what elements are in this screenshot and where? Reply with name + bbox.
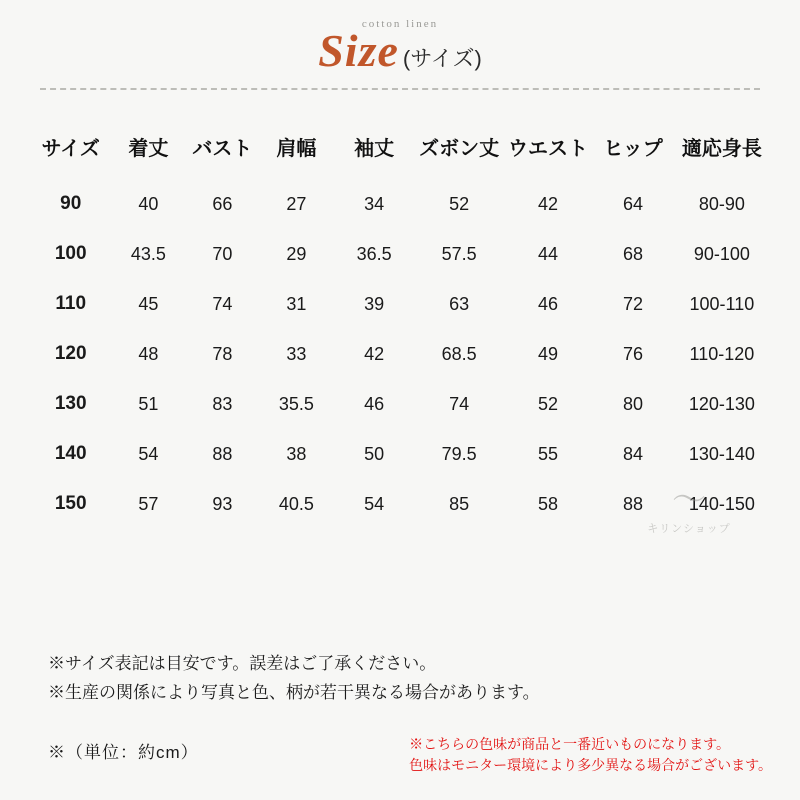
cell-value: 68.5 (441, 343, 477, 364)
notes (48, 650, 540, 708)
cell-value: 35.5 (278, 393, 314, 414)
table-row (30, 179, 770, 229)
column-header: 適応身長 (681, 138, 762, 160)
cell-size: 100 (54, 243, 87, 264)
cell-value: 85 (449, 493, 470, 514)
cell-value: 44 (537, 243, 558, 264)
cell-value: 110-120 (689, 343, 755, 364)
column-header: ウエスト (507, 138, 588, 160)
table-header-row (30, 126, 770, 179)
column-header: 袖丈 (354, 138, 395, 160)
cell-value: 72 (623, 293, 644, 314)
cell-value: 40 (138, 193, 159, 214)
cell-value: 36.5 (356, 243, 392, 264)
cell-value: 45 (138, 293, 159, 314)
cell-value: 64 (623, 193, 644, 214)
table-row (30, 229, 770, 279)
cell-value: 74 (212, 293, 233, 314)
table-row (30, 429, 770, 479)
color-disclaimer-line-1: ※こちらの色味が商品と一番近いものになります。 (409, 736, 730, 752)
page-title (0, 25, 800, 76)
cell-value: 78 (212, 343, 233, 364)
cell-size: 110 (55, 293, 87, 314)
cell-value: 57 (138, 493, 159, 514)
cell-value: 51 (138, 393, 159, 414)
table-row (30, 479, 770, 529)
note-line-1: ※サイズ表記は目安です。誤差はご了承ください。 (48, 654, 437, 673)
cell-size: 140 (54, 443, 87, 464)
cell-value: 29 (286, 243, 307, 264)
cell-value: 55 (537, 443, 558, 464)
header-divider (40, 88, 760, 90)
size-table (30, 126, 770, 529)
cell-value: 76 (623, 343, 644, 364)
cell-size: 130 (54, 393, 87, 414)
cell-value: 80 (623, 393, 644, 414)
cell-value: 84 (623, 443, 644, 464)
cell-value: 90-100 (693, 243, 750, 264)
note-line-2: ※生産の関係により写真と色、柄が若干異なる場合があります。 (48, 682, 540, 702)
cell-value: 50 (364, 443, 385, 464)
header (0, 0, 800, 74)
column-header: ヒップ (603, 138, 663, 160)
column-header: 着丈 (128, 138, 169, 160)
cell-value: 38 (286, 443, 307, 464)
cell-value: 40.5 (278, 493, 314, 514)
cell-size: 90 (60, 193, 82, 214)
cell-value: 43.5 (130, 243, 166, 264)
cell-value: 83 (212, 393, 233, 414)
cell-value: 58 (537, 493, 558, 514)
table-row (30, 329, 770, 379)
color-disclaimer (409, 734, 772, 776)
cell-value: 88 (623, 493, 644, 514)
cell-value: 52 (449, 193, 470, 214)
cell-value: 54 (364, 493, 385, 514)
cell-value: 48 (138, 343, 159, 364)
cell-value: 140-150 (688, 493, 755, 514)
cell-value: 54 (138, 443, 159, 464)
cell-value: 52 (537, 393, 558, 414)
table-row (30, 279, 770, 329)
cell-value: 33 (286, 343, 307, 364)
watermark-text: キリンショップ (647, 523, 731, 535)
column-header: 肩幅 (276, 138, 317, 160)
cell-value: 42 (537, 193, 558, 214)
cell-value: 93 (212, 493, 233, 514)
column-header: バスト (192, 138, 253, 160)
cell-value: 27 (286, 193, 307, 214)
cell-value: 57.5 (441, 243, 477, 264)
cell-value: 46 (364, 393, 385, 414)
cell-value: 130-140 (688, 443, 755, 464)
table-row (30, 379, 770, 429)
cell-value: 66 (212, 193, 233, 214)
unit-note: ※（単位：約cm） (48, 743, 199, 762)
cell-value: 80-90 (698, 193, 745, 214)
cell-size: 120 (54, 343, 87, 364)
cell-value: 100-110 (689, 293, 755, 314)
color-disclaimer-line-2: 色味はモニター環境により多少異なる場合がございます。 (409, 757, 772, 773)
cell-value: 39 (364, 293, 385, 314)
cell-size: 150 (54, 493, 87, 514)
cell-value: 31 (286, 293, 307, 314)
column-header: ズボン丈 (419, 138, 500, 160)
cell-value: 79.5 (441, 443, 477, 464)
title-sub: (サイズ) (402, 46, 482, 71)
cell-value: 120-130 (688, 393, 755, 414)
size-table-container (0, 126, 800, 529)
title-main: Size (318, 25, 399, 76)
cell-value: 42 (364, 343, 385, 364)
header-kicker: cotton linen (361, 18, 439, 30)
cell-value: 70 (212, 243, 233, 264)
cell-value: 34 (364, 193, 385, 214)
cell-value: 63 (449, 293, 470, 314)
cell-value: 74 (449, 393, 470, 414)
cell-value: 46 (537, 293, 558, 314)
cell-value: 68 (623, 243, 644, 264)
watermark-logo-icon: 〜 (672, 482, 706, 519)
cell-value: 88 (212, 443, 233, 464)
cell-value: 49 (537, 343, 558, 364)
column-header: サイズ (41, 138, 100, 160)
